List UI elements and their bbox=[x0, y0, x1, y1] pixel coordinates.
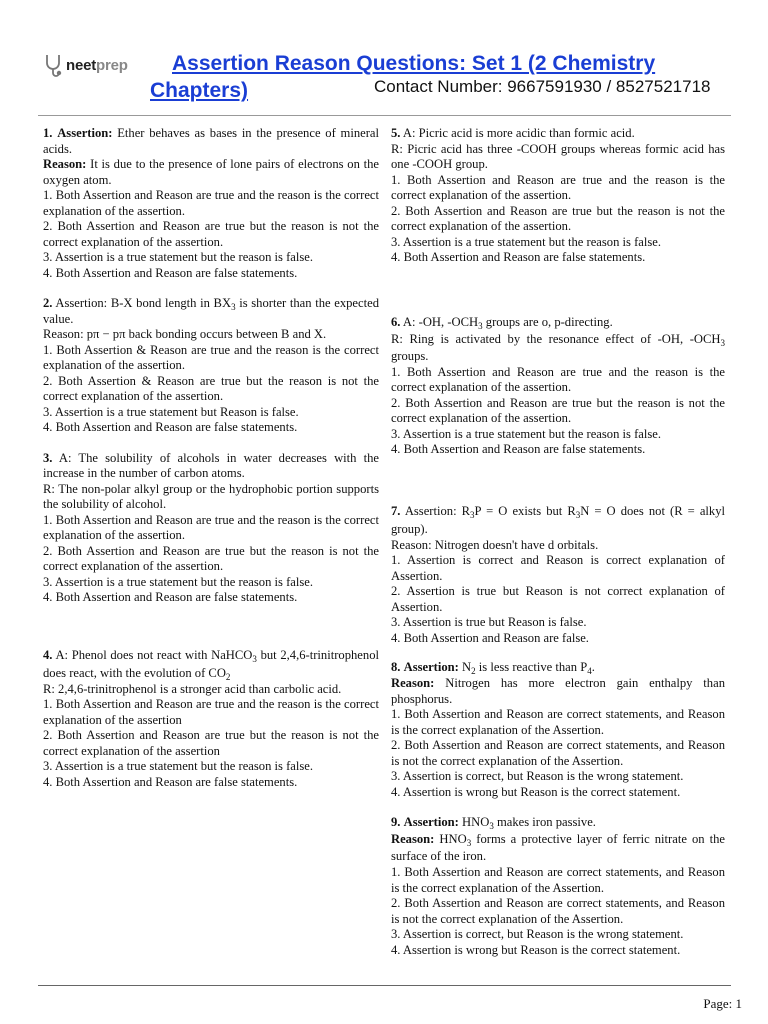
text-opts-a-o4: 4. Both Assertion and Reason are false statements. bbox=[43, 590, 298, 604]
title-line-1[interactable]: Assertion Reason Questions: Set 1 (2 Chemistry bbox=[172, 52, 656, 75]
text-q5-r-text: R: Picric acid has three -COOH groups whereas formic acid has one -COOH group. bbox=[391, 141, 725, 171]
text-q2-r-text: Reason: pπ − pπ back bonding occurs between B and X. bbox=[43, 327, 327, 341]
text-q1-a-text: Ether behaves as bases in the presence of mineral acids. bbox=[43, 126, 379, 156]
text-opts-b-o1: 1. Both Assertion and Reason are correct statements, and Reason is the correct explanation of the Assertion. bbox=[391, 865, 725, 895]
text-opts-a-o4: 4. Both Assertion and Reason are false statements. bbox=[43, 265, 298, 280]
text-q2-num: 2. bbox=[43, 296, 53, 310]
text-q4-o2: 2. Both Assertion and Reason are true but the reason is not the correct explanation of the assertion bbox=[43, 728, 379, 758]
text-opts-a-o4: 4. Both Assertion and Reason are false statements. bbox=[43, 774, 298, 789]
text-q2-o2: 2. Both Assertion & Reason are true but the reason is not the correct explanation of the assertion. bbox=[43, 373, 379, 403]
text-opts-a-o2: 2. Both Assertion and Reason are true but the reason is not the correct explanation of the assertion. bbox=[391, 395, 725, 425]
text-q7-o3: 3. Assertion is true but Reason is false. bbox=[391, 615, 587, 629]
text-q7-r-text: Reason: Nitrogen doesn't have d orbitals. bbox=[391, 537, 599, 552]
left-column bbox=[43, 126, 379, 790]
page-number: Page: 1 bbox=[703, 996, 742, 1011]
text-opts-b-o4: 4. Assertion is wrong but Reason is the correct statement. bbox=[391, 784, 681, 799]
header-divider bbox=[38, 115, 731, 116]
text-q7-s1: 3 bbox=[470, 509, 475, 520]
text-q6-a-text: A: -OH, -OCH bbox=[400, 314, 479, 329]
text-q7-a3: N = O does not (R = alkyl group). bbox=[391, 503, 725, 536]
text-q2-o4: 4. Both Assertion and Reason are false statements. bbox=[43, 420, 298, 434]
question-2 bbox=[43, 296, 379, 436]
text-q6-r-sub: 3 bbox=[720, 337, 725, 348]
text-opts-a-o3: 3. Assertion is a true statement but the reason is false. bbox=[43, 574, 314, 589]
text-q4-a-sub2: 2 bbox=[225, 671, 231, 682]
text-q8-s1: 2 bbox=[471, 666, 476, 676]
text-opts-a-o4: 4. Both Assertion and Reason are false statements. bbox=[391, 250, 646, 264]
text-q9-rs: 3 bbox=[466, 838, 472, 848]
text-q8-a1: N bbox=[458, 660, 472, 674]
text-q8-r-text: Nitrogen has more electron gain enthalpy than phosphorus. bbox=[391, 676, 725, 706]
question-5 bbox=[391, 126, 725, 266]
text-opts-a-o1: 1. Both Assertion and Reason are true and the reason is the correct explanation of the assertion. bbox=[43, 512, 379, 542]
text-opts-a-o1: 1. Both Assertion and Reason are true and the reason is the correct explanation of the assertion. bbox=[391, 364, 725, 394]
text-opts-a-o3: 3. Assertion is a true statement but the reason is false. bbox=[391, 426, 662, 441]
text-opts-a-o3: 3. Assertion is a true statement but the reason is false. bbox=[43, 759, 314, 773]
text-q3-r-text: R: The non-polar alkyl group or the hydrophobic portion supports the solubility of alcohol. bbox=[43, 481, 379, 511]
text-q9-a1: HNO bbox=[458, 815, 490, 829]
text-q7-o1: 1. Assertion is correct and Reason is correct explanation of Assertion. bbox=[391, 553, 725, 583]
right-column bbox=[391, 126, 725, 958]
text-q9-r2: forms a protective layer of ferric nitrate on the surface of the iron. bbox=[391, 832, 725, 863]
text-q3-num: 3. bbox=[43, 450, 53, 465]
text-q6-a-end: groups are o, p-directing. bbox=[482, 314, 613, 329]
question-9 bbox=[391, 813, 725, 958]
text-q1-r-text: It is due to the presence of lone pairs of electrons on the oxygen atom. bbox=[43, 157, 379, 187]
text-q8-r-label: Reason: bbox=[391, 676, 435, 690]
page-header bbox=[0, 0, 768, 116]
text-q3-a-text: A: The solubility of alcohols in water decreases with the increase in the number of carbon atoms. bbox=[43, 450, 379, 480]
text-opts-b-o2: 2. Both Assertion and Reason are correct statements, and Reason is not the correct explanation of the Assertion. bbox=[391, 896, 725, 926]
text-q1-a-label: Assertion: bbox=[57, 126, 113, 140]
text-q9-a2: makes iron passive. bbox=[493, 815, 596, 829]
stethoscope-icon bbox=[42, 52, 64, 78]
text-q9-r-label: Reason: bbox=[391, 832, 435, 846]
text-opts-b-o2: 2. Both Assertion and Reason are correct statements, and Reason is not the correct explanation of the Assertion. bbox=[391, 738, 725, 768]
text-q7-o4: 4. Both Assertion and Reason are false. bbox=[391, 630, 589, 645]
text-q8-num: 8. bbox=[391, 660, 401, 674]
text-q5-a-text: A: Picric acid is more acidic than formic acid. bbox=[400, 126, 635, 140]
logo-neet-text: neet bbox=[66, 56, 97, 74]
neetprep-logo bbox=[42, 52, 128, 78]
text-q4-num: 4. bbox=[43, 647, 53, 662]
text-opts-a-o4: 4. Both Assertion and Reason are false statements. bbox=[391, 442, 646, 456]
text-opts-b-o3: 3. Assertion is correct, but Reason is the wrong statement. bbox=[391, 927, 684, 941]
text-q4-o1: 1. Both Assertion and Reason are true and the reason is the correct explanation of the assertion bbox=[43, 697, 379, 727]
text-q9-s1: 3 bbox=[489, 821, 494, 831]
text-q7-s2: 3 bbox=[575, 509, 581, 520]
text-q4-a-text2: but 2,4,6-trinitrophenol does react, with the evolution of CO bbox=[43, 647, 379, 680]
text-opts-a-o1: 1. Both Assertion and Reason are true and the reason is the correct explanation of the assertion. bbox=[391, 172, 725, 202]
text-q4-a-sub1: 3 bbox=[252, 653, 257, 664]
text-q7-a1: Assertion: R bbox=[400, 503, 471, 518]
text-opts-a-o2: 2. Both Assertion and Reason are true but the reason is not the correct explanation of the assertion. bbox=[43, 543, 379, 573]
text-opts-a-o2: 2. Both Assertion and Reason are true but the reason is not the correct explanation of the assertion. bbox=[43, 219, 379, 249]
footer-divider bbox=[38, 985, 731, 986]
text-q2-o3: 3. Assertion is a true statement but Reason is false. bbox=[43, 404, 299, 419]
text-q1-num: 1. bbox=[43, 126, 53, 140]
text-q1-r-label: Reason: bbox=[43, 157, 87, 171]
contact-number: Contact Number: 9667591930 / 8527521718 bbox=[374, 77, 711, 96]
text-q2-a-sub: 3 bbox=[231, 302, 236, 312]
text-q5-num: 5. bbox=[391, 126, 401, 140]
text-q2-a-end: is shorter than the expected value. bbox=[43, 296, 379, 326]
text-q8-s2: 4 bbox=[587, 666, 592, 676]
text-opts-a-o2: 2. Both Assertion and Reason are true but the reason is not the correct explanation of the assertion. bbox=[391, 203, 725, 233]
question-3 bbox=[43, 451, 379, 606]
text-opts-a-o3: 3. Assertion is a true statement but the reason is false. bbox=[391, 234, 662, 249]
logo-prep-text: prep bbox=[96, 56, 128, 74]
title-line-2[interactable]: Chapters) bbox=[150, 79, 249, 102]
text-q6-r-end: groups. bbox=[391, 348, 429, 363]
text-q2-o1: 1. Both Assertion & Reason are true and the reason is the correct explanation of the assertion. bbox=[43, 342, 379, 372]
text-opts-b-o4: 4. Assertion is wrong but Reason is the correct statement. bbox=[391, 942, 681, 957]
question-6 bbox=[391, 313, 725, 458]
text-q6-a-sub: 3 bbox=[478, 320, 483, 331]
text-q9-a-label: Assertion: bbox=[403, 815, 459, 829]
question-1 bbox=[43, 126, 379, 281]
text-q6-num: 6. bbox=[391, 314, 401, 329]
text-q7-a2: P = O exists but R bbox=[474, 503, 576, 518]
text-q4-a-text1: A: Phenol does not react with NaHCO bbox=[52, 647, 253, 662]
text-opts-b-o3: 3. Assertion is correct, but Reason is the wrong statement. bbox=[391, 769, 684, 783]
text-q8-a-label: Assertion: bbox=[403, 660, 459, 674]
text-q6-r-text: R: Ring is activated by the resonance effect of -OH, -OCH bbox=[391, 331, 721, 346]
text-q9-num: 9. bbox=[391, 815, 401, 829]
text-opts-a-o3: 3. Assertion is a true statement but the reason is false. bbox=[43, 250, 314, 264]
text-opts-a-o1: 1. Both Assertion and Reason are true and the reason is the correct explanation of the assertion. bbox=[43, 188, 379, 218]
text-q9-r1: HNO bbox=[434, 832, 467, 846]
text-q7-num: 7. bbox=[391, 503, 401, 518]
text-q8-a2: is less reactive than P bbox=[475, 660, 588, 674]
text-opts-b-o1: 1. Both Assertion and Reason are correct statements, and Reason is the correct explanation of the Assertion. bbox=[391, 707, 725, 737]
text-q7-o2: 2. Assertion is true but Reason is not correct explanation of Assertion. bbox=[391, 584, 725, 614]
text-q4-r-text: R: 2,4,6-trinitrophenol is a stronger acid than carbolic acid. bbox=[43, 681, 342, 696]
question-8 bbox=[391, 658, 725, 800]
question-4 bbox=[43, 646, 379, 791]
text-q2-a-text: Assertion: B-X bond length in BX bbox=[52, 296, 232, 310]
question-7 bbox=[391, 502, 725, 647]
text-q8-a3: . bbox=[591, 660, 595, 674]
